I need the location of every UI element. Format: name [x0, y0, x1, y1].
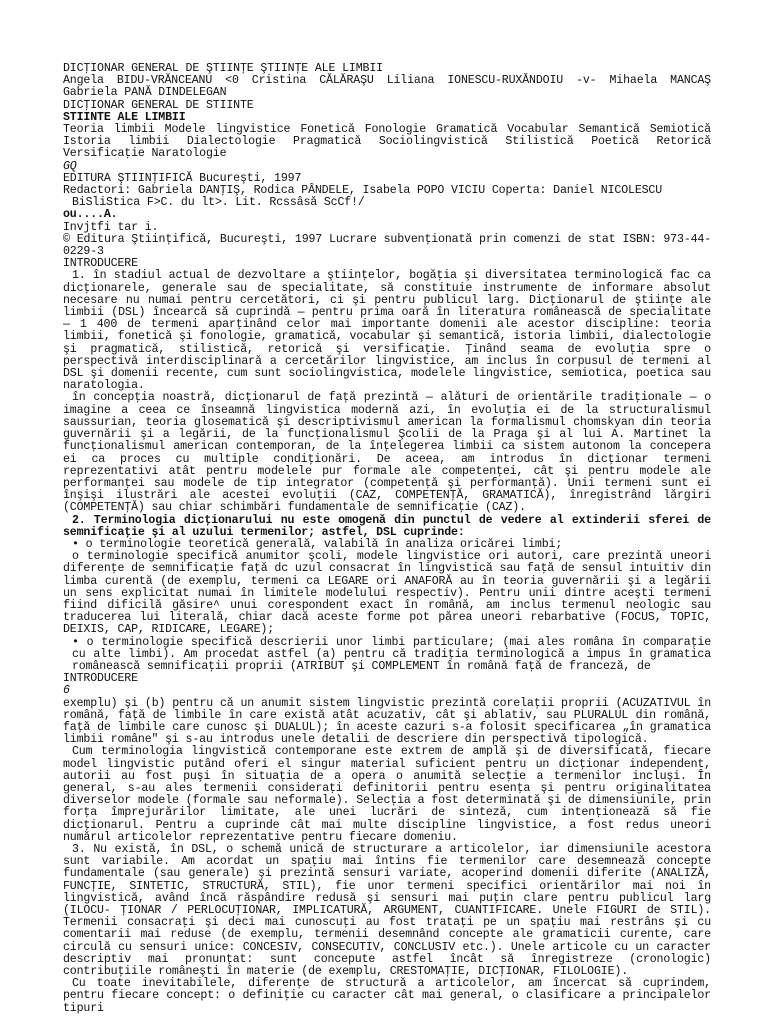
- running-header: INTRODUCERE: [63, 672, 138, 686]
- document-page: [63, 62, 718, 1015]
- subtitle-line: STIINTE ALE LIMBII: [63, 110, 186, 124]
- editors-line: Redactori: Gabriela DANŢIŞ, Rodica PÂNDELE, Isabela POPO VICIU Coperta: Daniel NICOLESCU: [63, 184, 663, 198]
- paragraph: Cu toate inevitabilele, diferenţe de structură a articolelor, am încercat să cuprindem, pentru fiecare concept: o definiţie cu caracter cât mai general, o clasificare a principalelor tipuri: [63, 977, 718, 1015]
- title-line: DICŢIONAR GENERAL DE STIINTE: [63, 98, 254, 112]
- library-stamp-line: BiSliStica F>C. du lt>. Lit. Rcssâsă ScCf!/: [72, 196, 365, 210]
- publisher-logo-text: GQ: [63, 159, 77, 173]
- paragraph-heading: 2. Terminologia dicţionarului nu este omogenă din punctul de vedere al extinderii sferei de semnificaţie şi al uzului termenilor; astfel, DSL cuprinde:: [63, 513, 718, 539]
- paragraph: o terminologie specifică anumitor şcoli, modele lingvistice ori autori, care prezintă uneori diferenţe de semnificaţie faţă dc uzul consacrat în lingvistică sau faţă de sensul intuitiv din limba curentă (de exemplu, termeni ca LEGARE ori ANAFORĂ au în teoria guvernării şi a legării un sens explicitat numai în limitele modelului respectiv). Pentru unii dintre aceşti termeni fiind dificilă găsire^ unui corespondent exact în română, am inclus termenul neologic sau traducerea lui literală, chiar dacă aceste forme pot părea uneori rebarbative (FOCUS, TOPIC, DEIXIS, CAP, RIDICARE, LEGARE);: [63, 550, 718, 637]
- list-item: • o terminologie specifică descrierii unor limbi particulare; (mai ales româna în comparaţie cu alte limbi). Am procedat astfel (a) pentru că tradiţia terminologică a impus în gramatica românească semnificaţii proprii (ATRIBUT şi COMPLEMENT în română faţă de franceză, de: [72, 635, 718, 673]
- inventory-line-2: Invjtfi tar i.: [63, 220, 159, 234]
- inventory-line: ou....A.: [63, 208, 118, 222]
- paragraph: exemplu) şi (b) pentru că un anumit sistem lingvistic prezintă corelaţii proprii (ACUZATIVUL în română, faţă de limbile în care există atât acuzativ, cât şi ablativ, sau PLURALUL din română, faţă de limbile care cunosc şi DUALUL); în aceste cazuri s-a folosit specificarea „în gramatica limbii române" şi s-au introdus unele detalii de descriere din perspectivă tipologică.: [63, 696, 718, 747]
- publisher-line: EDITURA ŞTIINŢIFICĂ Bucureşti, 1997: [63, 171, 302, 185]
- paragraph: 1. în stadiul actual de dezvoltare a ştiinţelor, bogăţia şi diversitatea terminologică fac ca dicţionarele, generale sau de specialitate, să constituie instrumente de informare absolut necesare nu numai pentru cercetători, ci şi pentru publicul larg. Dicţionarul de ştiinţe ale limbii (DSL) încearcă să cuprindă — pentru prima oară în literatura românească de specialitate — 1 400 de termeni aparţinând celor mai importante domenii ale acestor discipline: teoria limbii, fonetică şi fonologie, gramatică, vocabular şi semantică, istoria limbii, dialectologie şi pragmatică, stilistică, retorică şi versificaţie. Ţinând seama de evoluţia spre o perspectivă interdisciplinară a cercetărilor lingvistice, am inclus în corpusul de termeni al DSL şi domenii recente, cum sunt sociolingvistica, modelele lingvistice, semiotica, poetica sau naratologia.: [63, 269, 718, 393]
- list-item: • o terminologie teoretică generală, valabilă în analiza oricărei limbi;: [72, 537, 563, 551]
- authors-line: Angela BIDU-VRĂNCEANU <0 Cristina CĂLĂRAŞU Liliana IONESCU-RUXĂNDOIU -v- Mihaela MANCAŞ Gabriela PANĂ DINDELEGAN: [63, 74, 718, 100]
- copyright-line: © Editura Ştiinţifică, Bucureşti, 1997 Lucrare subvenţionată prin comenzi de stat ISBN: 973-44-0229-3: [63, 232, 711, 259]
- section-heading: INTRODUCERE: [63, 257, 138, 271]
- paragraph: 3. Nu există, în DSL, o schemă unică de structurare a articolelor, iar dimensiunile acestora sunt variabile. Am acordat un spaţiu mai întins fie termenilor care desemnează concepte fundamentale (sau generale) şi prezintă sensuri variate, acoperind domenii diferite (ANALIZĂ, FUNCŢIE, SINTETIC, STRUCTURĂ, STIL), fie unor termeni specifici orientărilor mai noi în lingvistică, având încă răspândire redusă şi sensuri mai puţin clare pentru publicul larg (ILOCU- ŢIONAR / PERLOCUŢIONAR, IMPLICATURĂ, ARGUMENT, CUANTIFICARE. Unele FIGURI de STIL). Termenii consacraţi şi deci mai cunoscuţi au fost trataţi pe un spaţiu mai restrâns şi cu comentarii mai reduse (de exemplu, termenii desemnând concepte ale gramaticii curente, care circulă cu sensuri unice: CONCESIV, CONSECUTIV, CONCLUSIV etc.). Unele articole cu un caracter descriptiv mai pronunţat: sunt concepute astfel încât să înregistreze (cronologic) contribuţiile româneşti în materie (de exemplu, CRESTOMAŢIE, DICŢIONAR, FILOLOGIE).: [63, 843, 718, 979]
- header-line: DICŢIONAR GENERAL DE ŞTIINŢE ŞTIINŢE ALE LIMBII: [63, 62, 383, 75]
- paragraph: Cum terminologia lingvistică contemporane este extrem de amplă şi de diversificată, fiecare model lingvistic putând oferi el singur material suficient pentru un dicţionar independent, autorii au fost puşi în situaţia de a opera o anumită selecţie a termenilor incluşi. În general, s-au ales termenii consideraţi definitorii pentru esenţa şi pentru originalitatea diverselor modele (formale sau neformale). Selecţia a fost determinată şi de dimensiunile, prin forţa împrejurărilor limitate, ale unei lucrări de sinteză, cum intenţionează să fie dicţionarul. Pentru a cuprinde cât mai multe discipline lingvistice, a fost redus uneori numărul articolelor reprezentative pentru fiecare domeniu.: [63, 745, 718, 844]
- domains-line: Teoria limbii Modele lingvistice Fonetică Fonologie Gramatică Vocabular Semantică Semiotică Istoria limbii Dialectologie Pragmatică Sociolingvistică Stilistică Poetică Retorică Versificaţie Naratologie: [63, 123, 718, 161]
- paragraph: în concepţia noastră, dicţionarul de faţă prezintă — alături de orientările tradiţionale — o imagine a ceea ce înseamnă lingvistica modernă azi, în evoluţia ei de la structuralismul saussurian, teoria glosematică şi descriptivismul american la formalismul chomskyan din teoria guvernării şi a legării, de la funcţionalismul Şcolii de la Praga şi al lui A. Martinet la funcţionalismul american contemporan, de la înţelegerea limbii ca sistem autonom la concepera ei ca proces cu multiple condiţionări. De aceea, am introdus în dicţionar termeni reprezentativi atât pentru modelele pur formale ale competenţei, cât şi pentru modele ale performanţei sau modele de tip integrator (competenţă şi performanţă). Unii termeni sunt ei înşişi ilustrări ale acestei evoluţii (CAZ, COMPETENŢĂ, GRAMATICĂ), înregistrând lărgiri (COMPETENŢĂ) sau chiar schimbări fundamentale de semnificaţie (CAZ).: [63, 391, 718, 515]
- page-number: 6: [63, 684, 70, 698]
